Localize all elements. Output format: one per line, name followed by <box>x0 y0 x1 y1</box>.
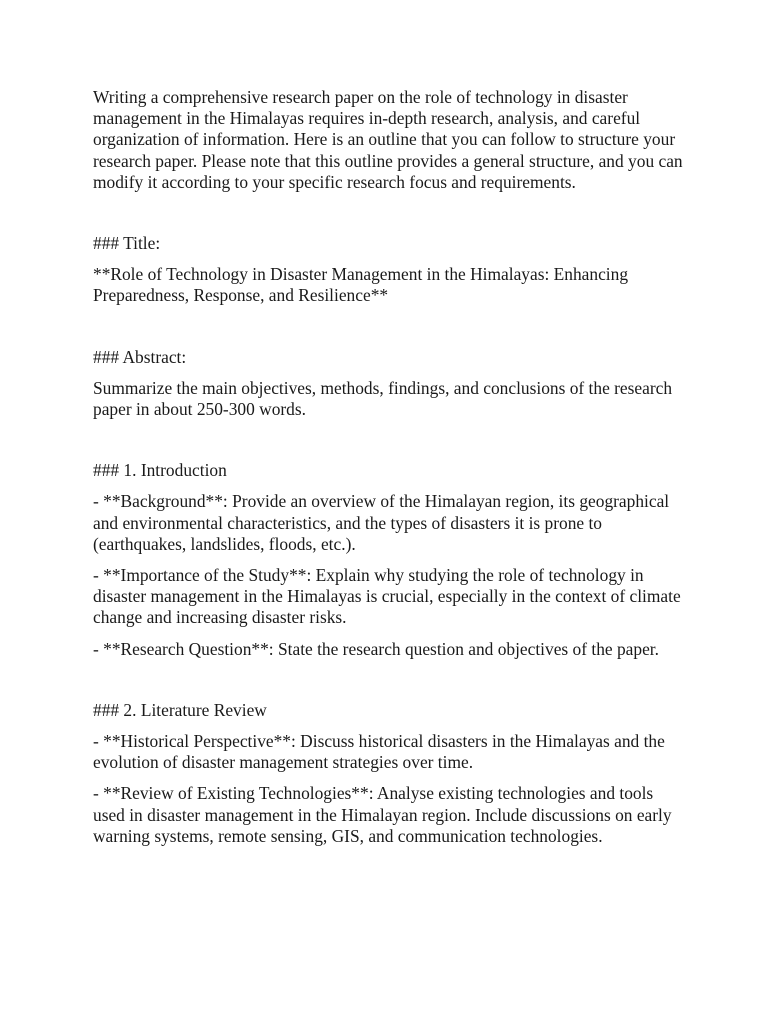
existing-technologies-paragraph: - **Review of Existing Technologies**: Analyse existing technologies and tools used in disaster management in the Himalayan region. Include discussions on early warning systems, remote sensing, GIS, and communication technologies. <box>93 783 672 846</box>
document-page <box>93 87 683 857</box>
intro-paragraph: Writing a comprehensive research paper on the role of technology in disaster management in the Himalayas requires in-depth research, analysis, and careful organization of information. Here is an outline that you can follow to structure your research paper. Please note that this outline provides a general structure, and you can modify it according to your specific research focus and requirements. <box>93 87 683 192</box>
importance-paragraph: - **Importance of the Study**: Explain why studying the role of technology in disaster management in the Himalayas is crucial, especially in the context of climate change and increasing disaster risks. <box>93 565 681 628</box>
title-paragraph: **Role of Technology in Disaster Management in the Himalayas: Enhancing Preparedness, Response, and Resilience** <box>93 264 629 306</box>
section-heading-introduction: ### 1. Introduction <box>93 460 227 481</box>
historical-perspective-paragraph: - **Historical Perspective**: Discuss historical disasters in the Himalayas and the evolution of disaster management strategies over time. <box>93 731 665 773</box>
abstract-paragraph: Summarize the main objectives, methods, findings, and conclusions of the research paper in about 250-300 words. <box>93 377 673 420</box>
section-heading-abstract: ### Abstract: <box>93 346 187 367</box>
research-question-paragraph: - **Research Question**: State the research question and objectives of the paper. <box>93 638 659 659</box>
section-heading-literature-review: ### 2. Literature Review <box>93 699 267 720</box>
background-paragraph: - **Background**: Provide an overview of the Himalayan region, its geographical and environmental characteristics, and the types of disasters it is prone to (earthquakes, landslides, floods, etc.). <box>93 491 670 554</box>
section-heading-title: ### Title: <box>93 233 161 254</box>
